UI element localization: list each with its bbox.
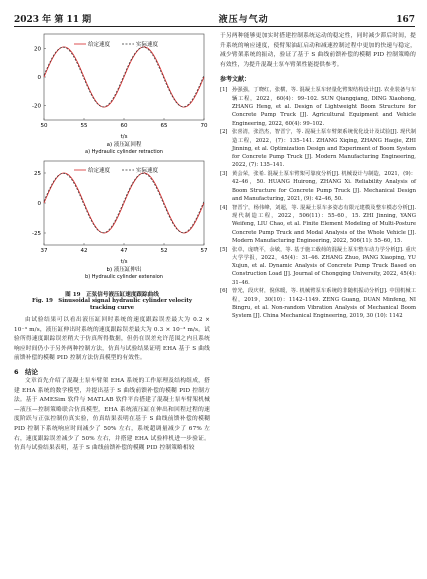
plot-a-xlabel: t/s — [120, 134, 128, 140]
reference-item — [220, 128, 416, 169]
plot-a-xtick-label: 60 — [120, 123, 128, 129]
reference-number: [4] — [220, 204, 228, 211]
figure-caption-en-2: tracking curve — [89, 305, 135, 311]
plot-b-ytick-label: 0 — [37, 201, 41, 207]
header-rule — [14, 26, 415, 27]
reference-text: 张喜清，张浩杰，智晋宁，等. 混凝土泵车臂架系统优化设计及试验[J]. 现代制造工程，2022，(7)：135–141. ZHANG Xiqing, ZHANG Haojie, ZHI Jinning, et al. Optimization Design and Experiment of Boom System for Concrete Pump Truck [J]. Modern Manufacturing Engineering, 2022, (7): 135–141. — [232, 129, 416, 169]
references-heading: 参考文献： — [220, 76, 251, 84]
plot-a-ytick-label: 0 — [37, 75, 41, 81]
reference-item — [220, 170, 416, 203]
plot-a-xtick-label: 65 — [160, 123, 168, 129]
conclusion-continued-paragraph: 于另两种能够更加实时搭建控制系统运动的稳定性，同时减少滞后时间，提升系统的响应速度，使臂架油缸启动和减速控制过程中更加的快速与稳定，减少臂架系统的振动，验证了基于 S 曲线前馈补偿的模糊 PID 控制策略的有效性，为提升混凝土泵车臂架性能提供参考。 — [220, 33, 416, 68]
plot-b-series-set — [44, 173, 204, 233]
figure-caption-cn: 图 19 正弦信号液压缸速度跟踪曲线 — [65, 292, 159, 298]
figure-19-svg — [14, 32, 210, 284]
reference-number: [6] — [220, 288, 228, 295]
journal-title: 液压与气动 — [218, 15, 269, 25]
plot-b-xtick-label: 42 — [80, 248, 88, 254]
reference-item — [220, 204, 416, 245]
reference-text: 智晋宁，杨伟峰，刘超，等. 混凝土泵车多姿态有限元建模及整车模态分析[J]. 现代制造工程，2022，506(11)：55–60，15. ZHI Jinning, YANG Weifeng, LIU Chao, et al. Finite Element Modeling of Multi-Posture Concrete Pump Truck and Modal Analysis of the Whole Vehicle [J]. Modern Manufacturing Engineering, 2022, 506(11): 55–60, 15. — [232, 204, 416, 244]
references-list — [220, 86, 416, 320]
plot-b-subcaption-en: b) Hydraulic cylinder extension — [85, 274, 163, 280]
plot-a-series-set — [44, 47, 204, 107]
right-column — [220, 32, 416, 321]
left-column — [14, 32, 210, 454]
plot-b-xtick-label: 52 — [160, 248, 168, 254]
reference-number: [1] — [220, 87, 228, 94]
plot-b-xtick-label: 37 — [40, 248, 48, 254]
journal-issue: 2023 年 第 11 期 — [14, 15, 92, 25]
plot-b-ytick-label: 25 — [34, 171, 41, 177]
plot-b-xtick-label: 47 — [120, 248, 128, 254]
plot-a-subcaption-cn: a) 液压缸回程 — [106, 142, 142, 148]
plot-b-legend-actual: 实际速度 — [136, 168, 159, 174]
figure-caption-en-1: Fig. 19 Sinusoidal signal hydraulic cylinder velocity — [32, 298, 192, 304]
plot-b-xlabel: t/s — [120, 259, 128, 265]
plot-b-subcaption-cn: b) 液压缸伸出 — [106, 267, 142, 273]
plot-a-ytick-label: 20 — [34, 46, 41, 53]
plot-a-xtick-label: 70 — [200, 123, 208, 129]
page-number: 167 — [396, 15, 415, 25]
plot-a — [32, 34, 208, 155]
reference-text: 黄会荣，张希. 混凝土泵车臂架可靠度分析[J]. 机械设计与制造，2021，(9)：42–46，50. HUANG Huirong, ZHANG Xi. Reliability Analysis of Boom Structure for Concrete Pump Truck [J]. Mechanical Design and Manufacturing, 2021, (9): 42–46, 50. — [232, 171, 416, 203]
plot-a-xtick-label: 50 — [40, 123, 48, 129]
plot-a-legend-set: 给定速度 — [88, 42, 111, 48]
reference-item — [220, 86, 416, 127]
section-title-conclusion: 6 结论 — [14, 367, 39, 376]
page-header — [14, 9, 415, 25]
reference-number: [5] — [220, 246, 228, 253]
reference-text: 曾光，段庆材，倪休暖，等. 机械臂泵车系统的非随机振动分析[J]. 中国机械工程，2019，30(10)：1142–1149. ZENG Guang, DUAN Minfeng, NI Bingru, et al. Non-random Vibration Analysis of Mechanical Boom System [J]. China Mechanical Engineering, 2019, 30 (10): 1142 — [232, 288, 416, 320]
figure-19 — [14, 32, 210, 288]
reference-number: [3] — [220, 171, 228, 178]
conclusion-paragraph: 文章首先介绍了混凝土泵车臂架 EHA 系统的工作原理及结构组成，搭建 EHA 系统的数学模型，并提出基于 S 曲线前馈补偿的模糊 PID 控制方法。基于 AMESim 软件与 MATLAB 软件平台搭建了混凝土泵车臂架机械—液压—控制策略联合仿真模型，EHA 系统液压缸在伸出和回程过程的速度阶跃与正弦控制仿真实验，仿真结果表明在基于 S 曲线前馈补偿的模糊 PID 控制下系统响应时间减少了 50% 左右，系统超调量减少了 67% 左右，速度跟踪误差减少了 50% 左右，并搭建 EHA 试验样机进一步验证。仿真与试验结果表明，基于 S 曲线前馈补偿的模糊 PID 控制策略相较 — [14, 377, 210, 452]
plot-b-ytick-label: -25 — [32, 231, 41, 237]
plot-a-subcaption-en: a) Hydraulic cylinder retraction — [85, 149, 163, 155]
results-paragraph: 由试验结果可以看出液压缸回时系统的速度跟踪误差最大为 0.2 × 10⁻³ m/s，液压缸伸出时系统的速度跟踪误差最大为 0.3 × 10⁻³ m/s。试验所得速度跟踪误差稍大于仿真所得数据，但仍在误差允许范围之内且系统响应时间仍小于另外两种控制方法，仿真与试验结果证明 EHA 基于 S 曲线前馈补偿的模糊 PID 控制方法仿真模型的有效性。 — [14, 317, 210, 362]
reference-number: [2] — [220, 129, 228, 136]
reference-item — [220, 287, 416, 320]
reference-text: 孙强强，丁晓红，张横，等. 混凝土泵车轻量化臂架结构设计[J]. 农业装备与车辆工程，2022，60(4)：99–102. SUN Qiangqiang, DING Xiaohong, ZHANG Heng, et al. Design of Lightweight Boom Structure for Concrete Pump Truck [J]. Agricultural Equipment and Vehicle Engineering, 2022, 60(4): 99–102. — [232, 87, 416, 127]
plot-b-xtick-label: 57 — [200, 248, 208, 254]
plot-a-xtick-label: 55 — [80, 123, 88, 129]
reference-item — [220, 246, 416, 287]
plot-b — [32, 161, 208, 280]
plot-a-legend-actual: 实际速度 — [136, 42, 159, 48]
reference-text: 张卓，庞晓平，余敏，等. 基于施工载荷的混凝土泵车整车动力学分析[J]. 重庆大学学报，2022，45(4)：31–46. ZHANG Zhuo, PANG Xiaoping, YU Xujun, et al. Dynamic Analysis of Concrete Pump Truck Based on Construction Load [J]. Journal of Chongqing University, 2022, 45(4): 31–46. — [232, 246, 416, 286]
plot-a-ytick-label: -20 — [32, 103, 41, 110]
plot-b-legend-set: 给定速度 — [88, 168, 111, 174]
